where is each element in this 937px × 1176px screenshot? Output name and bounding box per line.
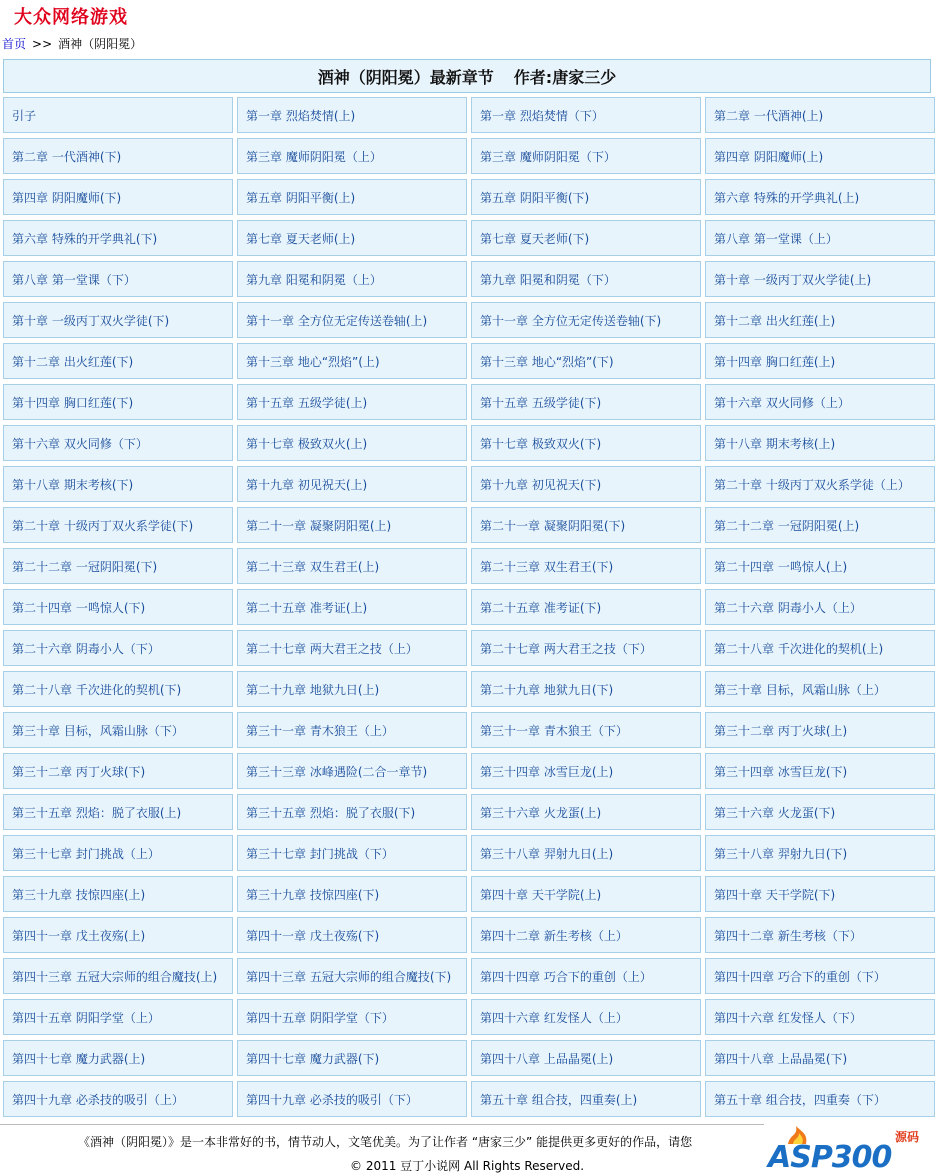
chapter-link[interactable]: 第十一章 全方位无定传送卷轴(下) <box>471 302 701 338</box>
chapter-link[interactable]: 第十七章 极致双火(下) <box>471 425 701 461</box>
chapter-link[interactable]: 第二十三章 双生君王(上) <box>237 548 467 584</box>
watermark-logo <box>764 1122 937 1176</box>
chapter-link[interactable]: 第四十九章 必杀技的吸引（下） <box>237 1081 467 1117</box>
chapter-link[interactable]: 第三十三章 冰峰遇险(二合一章节) <box>237 753 467 789</box>
chapter-link[interactable]: 第十二章 出火红莲(下) <box>3 343 233 379</box>
chapter-link[interactable]: 第二十八章 千次进化的契机(上) <box>705 630 935 666</box>
chapter-link[interactable]: 第十四章 胸口红莲(下) <box>3 384 233 420</box>
chapter-link[interactable]: 第二十二章 一冠阴阳冕(上) <box>705 507 935 543</box>
chapter-link[interactable]: 第三章 魔师阴阳冕（上） <box>237 138 467 174</box>
chapter-link[interactable]: 第十六章 双火同修（下） <box>3 425 233 461</box>
chapter-link[interactable]: 第九章 阳冕和阴冕（上） <box>237 261 467 297</box>
breadcrumb-home-link[interactable]: 首页 <box>2 37 27 51</box>
chapter-link[interactable]: 第三十一章 青木狼王（上） <box>237 712 467 748</box>
chapter-link[interactable]: 第三十八章 羿射九日(下) <box>705 835 935 871</box>
page-title <box>3 59 931 93</box>
chapter-link[interactable]: 第四十二章 新生考核（下） <box>705 917 935 953</box>
chapter-link[interactable]: 第三十章 目标，风霜山脉（下） <box>3 712 233 748</box>
chapter-link[interactable]: 第十四章 胸口红莲(上) <box>705 343 935 379</box>
chapter-link[interactable]: 第十三章 地心“烈焰”(下) <box>471 343 701 379</box>
chapter-link[interactable]: 第二十章 十级丙丁双火系学徒(下) <box>3 507 233 543</box>
chapter-link[interactable]: 第三十四章 冰雪巨龙(下) <box>705 753 935 789</box>
chapter-link[interactable]: 第四十一章 戊土夜殇(下) <box>237 917 467 953</box>
watermark-text: ASP300 <box>768 1140 892 1175</box>
chapter-link[interactable]: 第三十五章 烈焰：脱了衣服(上) <box>3 794 233 830</box>
chapter-link[interactable]: 第十五章 五级学徒(下) <box>471 384 701 420</box>
chapter-link[interactable]: 第二十五章 准考证(上) <box>237 589 467 625</box>
chapter-link[interactable]: 第二十四章 一鸣惊人(上) <box>705 548 935 584</box>
chapter-link[interactable]: 第十六章 双火同修（上） <box>705 384 935 420</box>
chapter-link[interactable]: 第十章 一级丙丁双火学徒(上) <box>705 261 935 297</box>
book-author: 作者:唐家三少 <box>513 67 617 87</box>
chapter-link[interactable]: 第一章 烈焰焚情(上) <box>237 97 467 133</box>
chapter-link[interactable]: 第六章 特殊的开学典礼(上) <box>705 179 935 215</box>
chapter-link[interactable]: 第二十六章 阴毒小人（上） <box>705 589 935 625</box>
chapter-link[interactable]: 第十一章 全方位无定传送卷轴(上) <box>237 302 467 338</box>
chapter-link[interactable]: 第四十六章 红发怪人（下） <box>705 999 935 1035</box>
chapter-link[interactable]: 第二十一章 凝聚阴阳冕(下) <box>471 507 701 543</box>
chapter-link[interactable]: 第十五章 五级学徒(上) <box>237 384 467 420</box>
chapter-link[interactable]: 第十八章 期末考核(下) <box>3 466 233 502</box>
chapter-link[interactable]: 第四十二章 新生考核（上） <box>471 917 701 953</box>
chapter-link[interactable]: 第三十一章 青木狼王（下） <box>471 712 701 748</box>
chapter-link[interactable]: 第三十八章 羿射九日(上) <box>471 835 701 871</box>
breadcrumb <box>2 35 142 52</box>
chapter-link[interactable]: 第七章 夏天老师(下) <box>471 220 701 256</box>
footer-copyright: © 2011 豆丁小说网 All Rights Reserved. <box>350 1159 585 1173</box>
chapter-link[interactable]: 第三十四章 冰雪巨龙(上) <box>471 753 701 789</box>
chapter-link[interactable]: 第二十九章 地狱九日(上) <box>237 671 467 707</box>
footer-description: 《酒神（阴阳冕）》是一本非常好的书，情节动人，文笔优美。为了让作者 “唐家三少” 能提供更多更好的作品，请您 <box>78 1135 693 1149</box>
chapter-link[interactable]: 第四十三章 五冠大宗师的组合魔技(下) <box>237 958 467 994</box>
chapter-link[interactable]: 第四十五章 阴阳学堂（下） <box>237 999 467 1035</box>
chapter-link[interactable]: 第四十一章 戊土夜殇(上) <box>3 917 233 953</box>
breadcrumb-current: 酒神（阴阳冕） <box>58 37 143 51</box>
chapter-link[interactable]: 第十章 一级丙丁双火学徒(下) <box>3 302 233 338</box>
chapter-link[interactable]: 第二十一章 凝聚阴阳冕(上) <box>237 507 467 543</box>
chapter-link[interactable]: 第五十章 组合技，四重奏(上) <box>471 1081 701 1117</box>
chapter-link[interactable]: 第五十章 组合技，四重奏（下） <box>705 1081 935 1117</box>
chapter-link[interactable]: 第二十三章 双生君王(下) <box>471 548 701 584</box>
chapter-link[interactable]: 第三十九章 技惊四座(下) <box>237 876 467 912</box>
chapter-link[interactable]: 第三十章 目标，风霜山脉（上） <box>705 671 935 707</box>
chapter-link[interactable]: 第四十九章 必杀技的吸引（上） <box>3 1081 233 1117</box>
chapter-link[interactable]: 第四十四章 巧合下的重创（上） <box>471 958 701 994</box>
site-logo[interactable]: 大众网络游戏 <box>14 7 128 28</box>
chapter-link[interactable]: 第四章 阴阳魔师(上) <box>705 138 935 174</box>
chapter-link[interactable]: 第四十章 天干学院(下) <box>705 876 935 912</box>
chapter-link[interactable]: 第三十二章 丙丁火球(下) <box>3 753 233 789</box>
chapter-link[interactable]: 第二十九章 地狱九日(下) <box>471 671 701 707</box>
chapter-link[interactable]: 第一章 烈焰焚情（下） <box>471 97 701 133</box>
watermark-tag: 源码 <box>895 1130 920 1144</box>
chapter-link[interactable]: 第三十九章 技惊四座(上) <box>3 876 233 912</box>
chapter-link[interactable]: 第八章 第一堂课（下） <box>3 261 233 297</box>
chapter-link[interactable]: 第四十四章 巧合下的重创（下） <box>705 958 935 994</box>
chapter-link[interactable]: 第四十八章 上品晶冕(上) <box>471 1040 701 1076</box>
chapter-link[interactable]: 第四十章 天干学院(上) <box>471 876 701 912</box>
chapter-link[interactable]: 第二章 一代酒神(下) <box>3 138 233 174</box>
chapter-link[interactable]: 第八章 第一堂课（上） <box>705 220 935 256</box>
chapter-link[interactable]: 第二十二章 一冠阴阳冕(下) <box>3 548 233 584</box>
chapter-link[interactable]: 第十八章 期末考核(上) <box>705 425 935 461</box>
chapter-link[interactable]: 第十二章 出火红莲(上) <box>705 302 935 338</box>
chapter-link[interactable]: 第三十六章 火龙蛋(上) <box>471 794 701 830</box>
chapter-link[interactable]: 第三章 魔师阴阳冕（下） <box>471 138 701 174</box>
chapter-list <box>3 97 933 1117</box>
chapter-link[interactable]: 第三十六章 火龙蛋(下) <box>705 794 935 830</box>
chapter-link[interactable]: 第十三章 地心“烈焰”(上) <box>237 343 467 379</box>
chapter-link[interactable]: 第三十七章 封门挑战（下） <box>237 835 467 871</box>
chapter-link[interactable]: 第五章 阴阳平衡(下) <box>471 179 701 215</box>
chapter-link[interactable]: 第二章 一代酒神(上) <box>705 97 935 133</box>
chapter-link[interactable]: 引子 <box>3 97 233 133</box>
chapter-link[interactable]: 第二十五章 准考证(下) <box>471 589 701 625</box>
chapter-link[interactable]: 第五章 阴阳平衡(上) <box>237 179 467 215</box>
chapter-link[interactable]: 第四十七章 魔力武器(下) <box>237 1040 467 1076</box>
chapter-link[interactable]: 第二十七章 两大君王之技（上） <box>237 630 467 666</box>
chapter-link[interactable]: 第六章 特殊的开学典礼(下) <box>3 220 233 256</box>
breadcrumb-separator: >> <box>32 37 53 51</box>
chapter-link[interactable]: 第二十四章 一鸣惊人(下) <box>3 589 233 625</box>
chapter-link[interactable]: 第二十七章 两大君王之技（下） <box>471 630 701 666</box>
chapter-link[interactable]: 第四十七章 魔力武器(上) <box>3 1040 233 1076</box>
chapter-link[interactable]: 第四十六章 红发怪人（上） <box>471 999 701 1035</box>
chapter-link[interactable]: 第三十二章 丙丁火球(上) <box>705 712 935 748</box>
chapter-link[interactable]: 第二十六章 阴毒小人（下） <box>3 630 233 666</box>
chapter-link[interactable]: 第四章 阴阳魔师(下) <box>3 179 233 215</box>
chapter-link[interactable]: 第十九章 初见祝天(下) <box>471 466 701 502</box>
chapter-link[interactable]: 第九章 阳冕和阴冕（下） <box>471 261 701 297</box>
chapter-link[interactable]: 第十九章 初见祝天(上) <box>237 466 467 502</box>
chapter-link[interactable]: 第三十五章 烈焰：脱了衣服(下) <box>237 794 467 830</box>
chapter-link[interactable]: 第三十七章 封门挑战（上） <box>3 835 233 871</box>
chapter-link[interactable]: 第四十三章 五冠大宗师的组合魔技(上) <box>3 958 233 994</box>
chapter-link[interactable]: 第七章 夏天老师(上) <box>237 220 467 256</box>
chapter-link[interactable]: 第十七章 极致双火(上) <box>237 425 467 461</box>
chapter-link[interactable]: 第二十章 十级丙丁双火系学徒（上） <box>705 466 935 502</box>
chapter-link[interactable]: 第二十八章 千次进化的契机(下) <box>3 671 233 707</box>
chapter-link[interactable]: 第四十八章 上品晶冕(下) <box>705 1040 935 1076</box>
book-title: 酒神（阴阳冕）最新章节 <box>317 67 494 87</box>
chapter-link[interactable]: 第四十五章 阴阳学堂（上） <box>3 999 233 1035</box>
